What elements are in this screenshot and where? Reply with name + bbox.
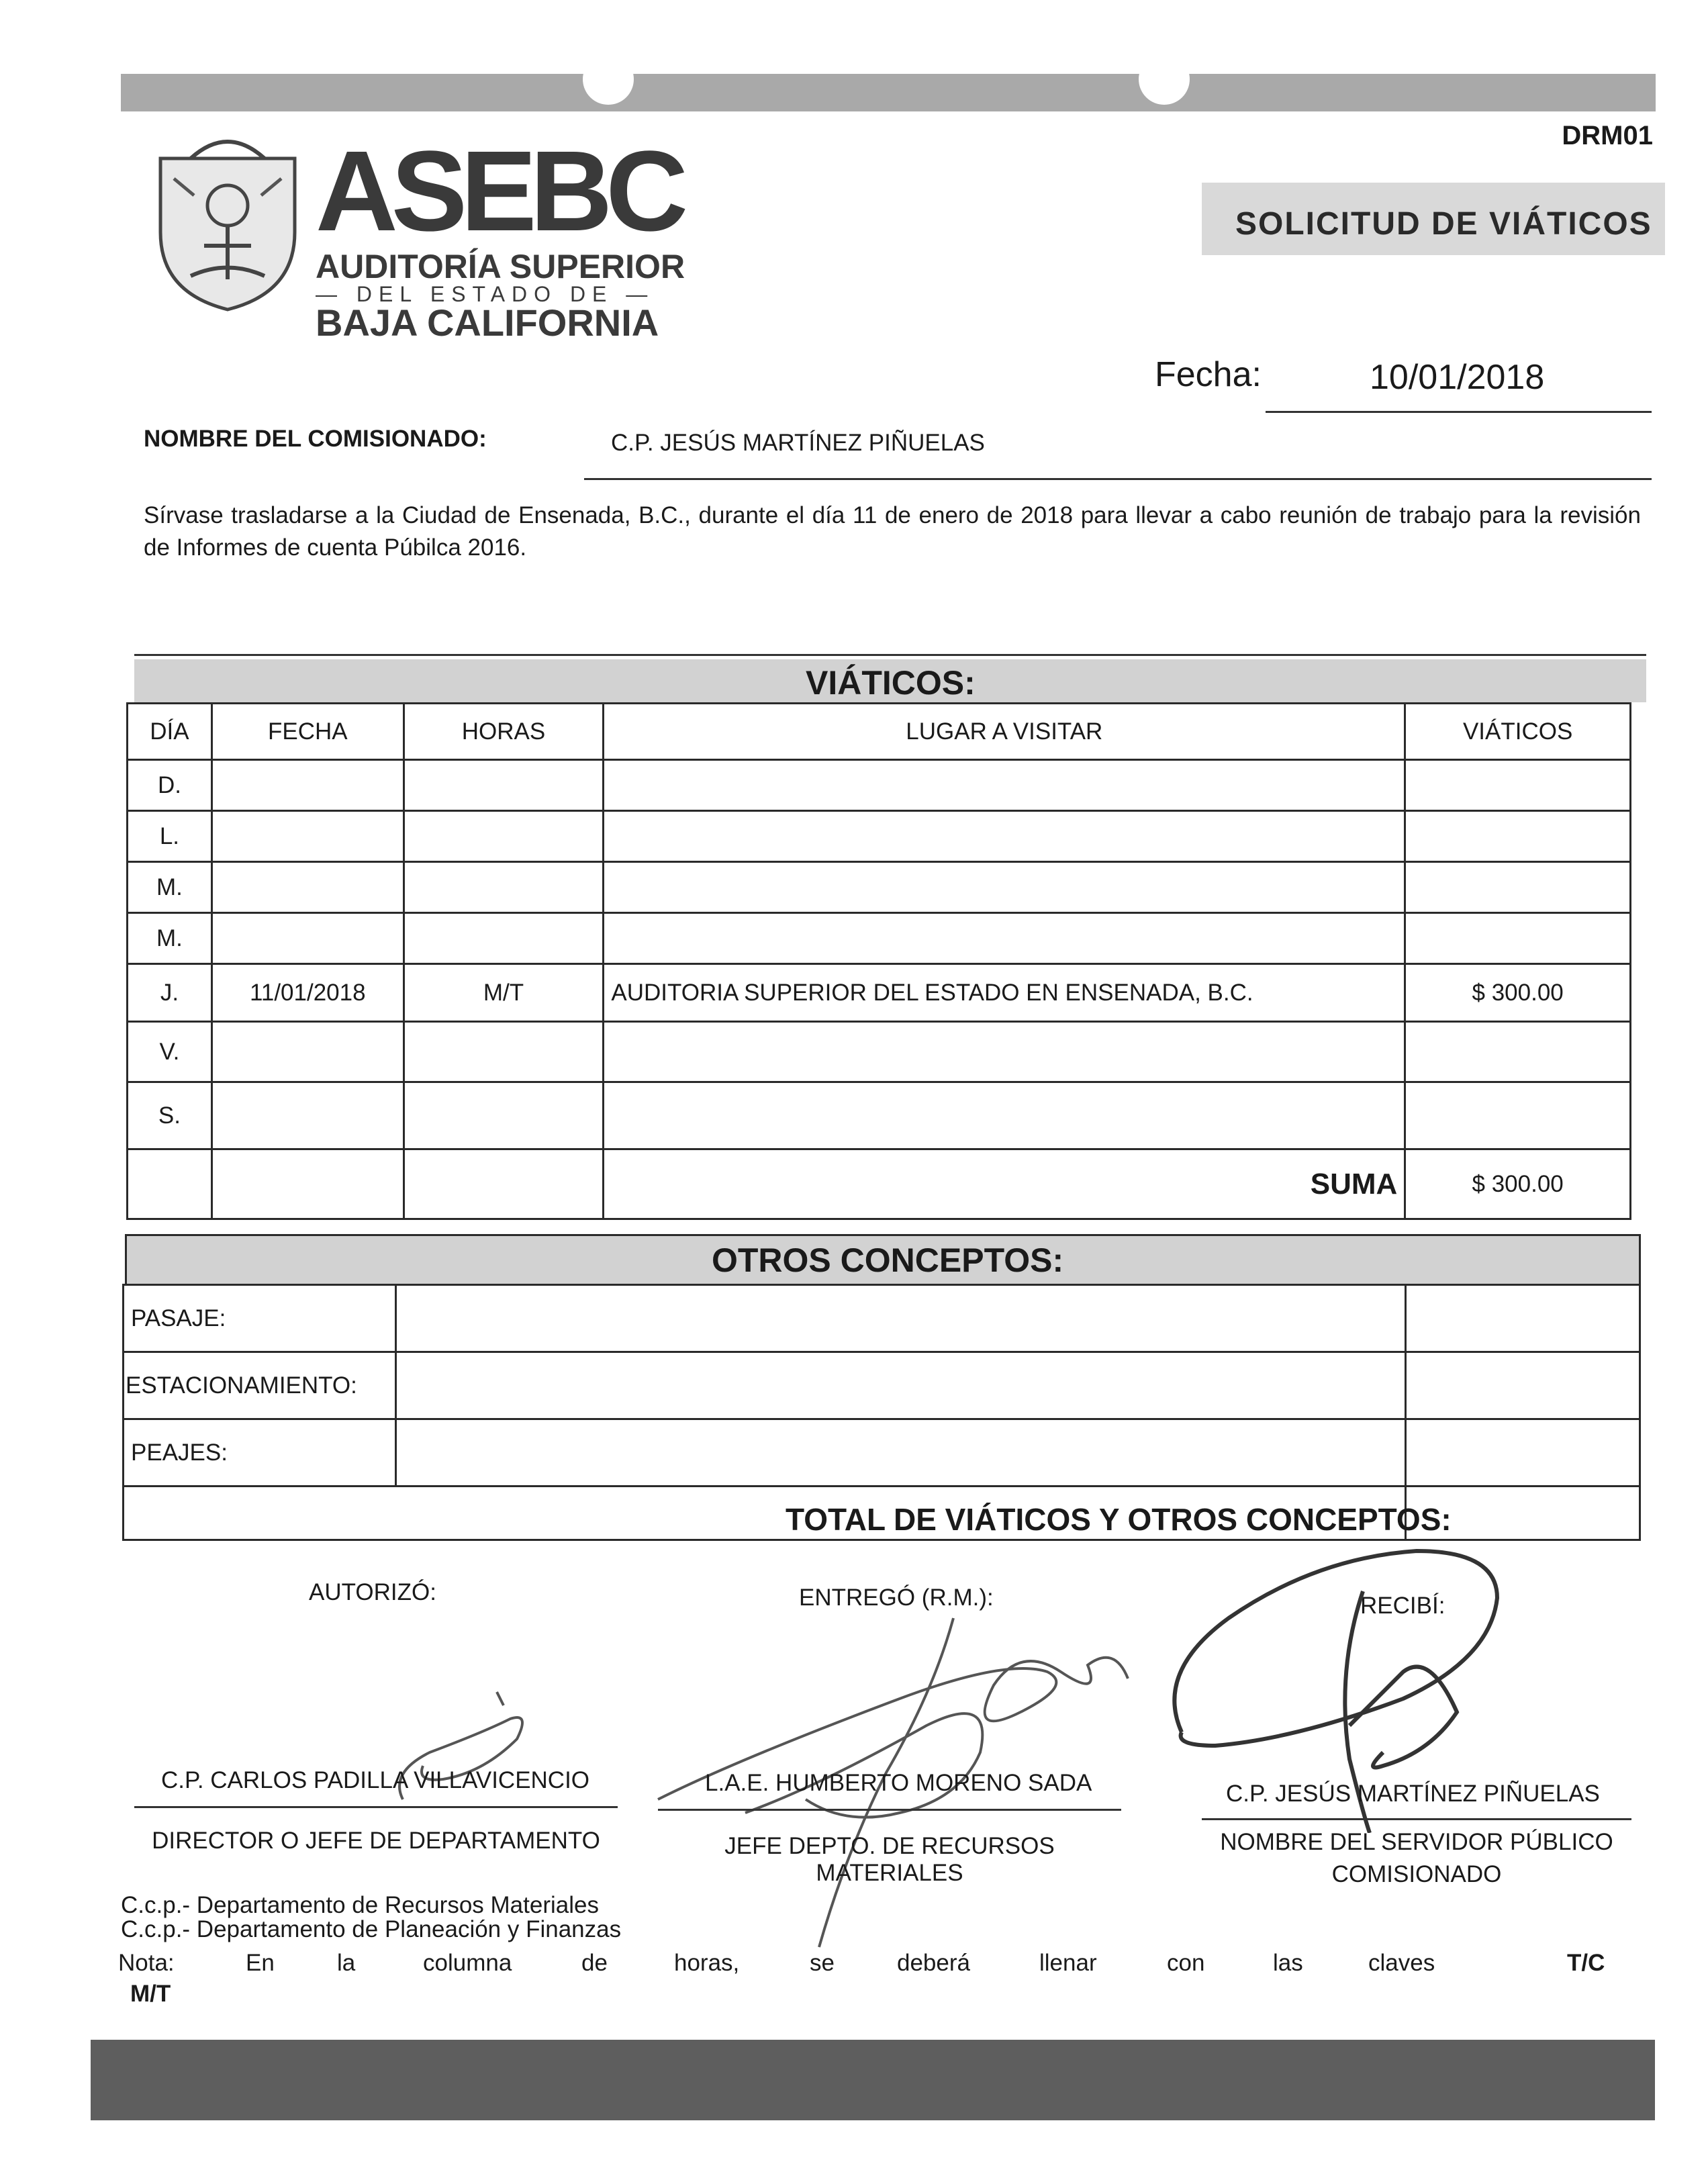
logo-line-1: AUDITORÍA SUPERIOR [316, 248, 685, 285]
nota-word: horas, [674, 1950, 740, 1976]
comisionado-value: C.P. JESÚS MARTÍNEZ PIÑUELAS [611, 430, 985, 456]
autorizo-role: DIRECTOR O JEFE DE DEPARTAMENTO [152, 1828, 600, 1854]
monto-cell [1405, 913, 1631, 964]
lugar-cell [604, 862, 1405, 913]
fecha-label: Fecha: [1155, 355, 1262, 394]
nota-word: Nota: [118, 1950, 175, 1976]
entrego-label: ENTREGÓ (R.M.): [799, 1585, 994, 1611]
otros-desc [395, 1285, 1405, 1352]
fecha-cell [211, 1022, 404, 1082]
otros-desc [395, 1352, 1405, 1419]
autorizo-sigline [134, 1806, 618, 1808]
fecha-cell [211, 811, 404, 862]
otros-label: PASAJE: [124, 1285, 396, 1352]
nota-word: la [337, 1950, 356, 1976]
lugar-cell: AUDITORIA SUPERIOR DEL ESTADO EN ENSENADA, B.C. [604, 964, 1405, 1022]
monto-cell [1405, 1082, 1631, 1149]
nota-word: columna [423, 1950, 512, 1976]
fecha-cell [211, 1082, 404, 1149]
lugar-cell [604, 760, 1405, 811]
comisionado-label: NOMBRE DEL COMISIONADO: [144, 426, 487, 452]
horas-cell: M/T [404, 964, 604, 1022]
dia-cell: S. [128, 1082, 212, 1149]
col-viaticos-header: VIÁTICOS [1405, 704, 1631, 760]
horas-cell [404, 1022, 604, 1082]
col-fecha-header: FECHA [211, 704, 404, 760]
empty-cell [128, 1149, 212, 1219]
fecha-underline [1266, 411, 1652, 413]
otros-value [1405, 1285, 1640, 1352]
punch-hole [1139, 54, 1190, 105]
punch-hole [583, 54, 634, 105]
table-row [124, 1419, 1640, 1487]
entrego-sigline [658, 1809, 1121, 1811]
form-code: DRM01 [1562, 121, 1653, 150]
horas-cell [404, 913, 604, 964]
table-row [128, 913, 1631, 964]
bottom-bar [91, 2040, 1655, 2120]
logo-line-2: — DEL ESTADO DE — [316, 282, 655, 306]
otros-label: PEAJES: [124, 1419, 396, 1487]
otros-label: ESTACIONAMIENTO: [124, 1352, 396, 1419]
table-row [128, 964, 1631, 1022]
dia-cell: M. [128, 913, 212, 964]
nota-word: se [810, 1950, 835, 1976]
total-label: TOTAL DE VIÁTICOS Y OTROS CONCEPTOS: [786, 1502, 1452, 1537]
table-row [128, 1022, 1631, 1082]
logo-line-3: BAJA CALIFORNIA [316, 301, 659, 344]
instruccion-text: Sírvase trasladarse a la Ciudad de Ensenada, B.C., durante el día 11 de enero de 2018 para llevar a cabo reunión de trabajo para la revisión de Informes de cuenta Púbilca 2016. [144, 502, 1641, 561]
col-dia-header: DÍA [128, 704, 212, 760]
col-horas-header: HORAS [404, 704, 604, 760]
empty-cell [211, 1149, 404, 1219]
recibi-role: NOMBRE DEL SERVIDOR PÚBLICO COMISIONADO [1220, 1829, 1613, 1887]
dia-cell: D. [128, 760, 212, 811]
viaticos-title: VIÁTICOS: [806, 664, 976, 702]
dia-cell: L. [128, 811, 212, 862]
separator-line [134, 654, 1646, 656]
entrego-role: JEFE DEPTO. DE RECURSOS MATERIALES [724, 1833, 1055, 1886]
monto-cell [1405, 811, 1631, 862]
comisionado-underline [584, 478, 1652, 480]
nota-word: En [246, 1950, 275, 1976]
fecha-value: 10/01/2018 [1370, 358, 1545, 397]
fecha-cell: 11/01/2018 [211, 964, 404, 1022]
logo-acronym: ASEBC [316, 128, 682, 255]
recibi-label: RECIBÍ: [1360, 1593, 1445, 1619]
nota-code-tc: T/C [1567, 1950, 1605, 1976]
fecha-cell [211, 862, 404, 913]
autorizo-label: AUTORIZÓ: [309, 1579, 436, 1605]
lugar-cell [604, 811, 1405, 862]
nota-word: con [1167, 1950, 1205, 1976]
ccp-line-2: C.c.p.- Departamento de Planeación y Finanzas [121, 1916, 622, 1942]
nota-word: claves [1368, 1950, 1435, 1976]
table-row [128, 811, 1631, 862]
nota-code-mt: M/T [130, 1981, 171, 2007]
table-row [128, 862, 1631, 913]
ccp-line-1: C.c.p.- Departamento de Recursos Materiales [121, 1892, 599, 1918]
viaticos-table [126, 702, 1631, 1220]
otros-desc [395, 1419, 1405, 1487]
nota-word: las [1273, 1950, 1303, 1976]
col-lugar-header: LUGAR A VISITAR [604, 704, 1405, 760]
entrego-name: L.A.E. HUMBERTO MORENO SADA [705, 1770, 1092, 1796]
nota-word: deberá [897, 1950, 970, 1976]
fecha-cell [211, 760, 404, 811]
horas-cell [404, 1082, 604, 1149]
otros-value [1405, 1419, 1640, 1487]
form-title: SOLICITUD DE VIÁTICOS [1235, 206, 1652, 242]
nota-word: llenar [1039, 1950, 1097, 1976]
table-row [128, 1082, 1631, 1149]
logo-line-2-text: DEL ESTADO DE [356, 282, 614, 306]
table-row [124, 1352, 1640, 1419]
otros-value [1405, 1352, 1640, 1419]
dia-cell: J. [128, 964, 212, 1022]
suma-label: SUMA [604, 1149, 1405, 1219]
monto-cell: $ 300.00 [1405, 964, 1631, 1022]
viaticos-header-row [128, 704, 1631, 760]
horas-cell [404, 760, 604, 811]
table-row [128, 760, 1631, 811]
top-bar [121, 74, 1656, 111]
monto-cell [1405, 862, 1631, 913]
dia-cell: V. [128, 1022, 212, 1082]
suma-row [128, 1149, 1631, 1219]
suma-value: $ 300.00 [1405, 1149, 1631, 1219]
dia-cell: M. [128, 862, 212, 913]
empty-cell [404, 1149, 604, 1219]
autorizo-name: C.P. CARLOS PADILLA VILLAVICENCIO [161, 1767, 590, 1793]
monto-cell [1405, 1022, 1631, 1082]
table-row [124, 1285, 1640, 1352]
coat-of-arms-icon [150, 132, 305, 313]
recibi-sigline [1202, 1818, 1631, 1820]
recibi-name: C.P. JESÚS MARTÍNEZ PIÑUELAS [1226, 1781, 1600, 1807]
lugar-cell [604, 1022, 1405, 1082]
monto-cell [1405, 760, 1631, 811]
lugar-cell [604, 1082, 1405, 1149]
otros-title: OTROS CONCEPTOS: [712, 1241, 1064, 1279]
lugar-cell [604, 913, 1405, 964]
horas-cell [404, 862, 604, 913]
fecha-cell [211, 913, 404, 964]
nota-word: de [581, 1950, 608, 1976]
horas-cell [404, 811, 604, 862]
